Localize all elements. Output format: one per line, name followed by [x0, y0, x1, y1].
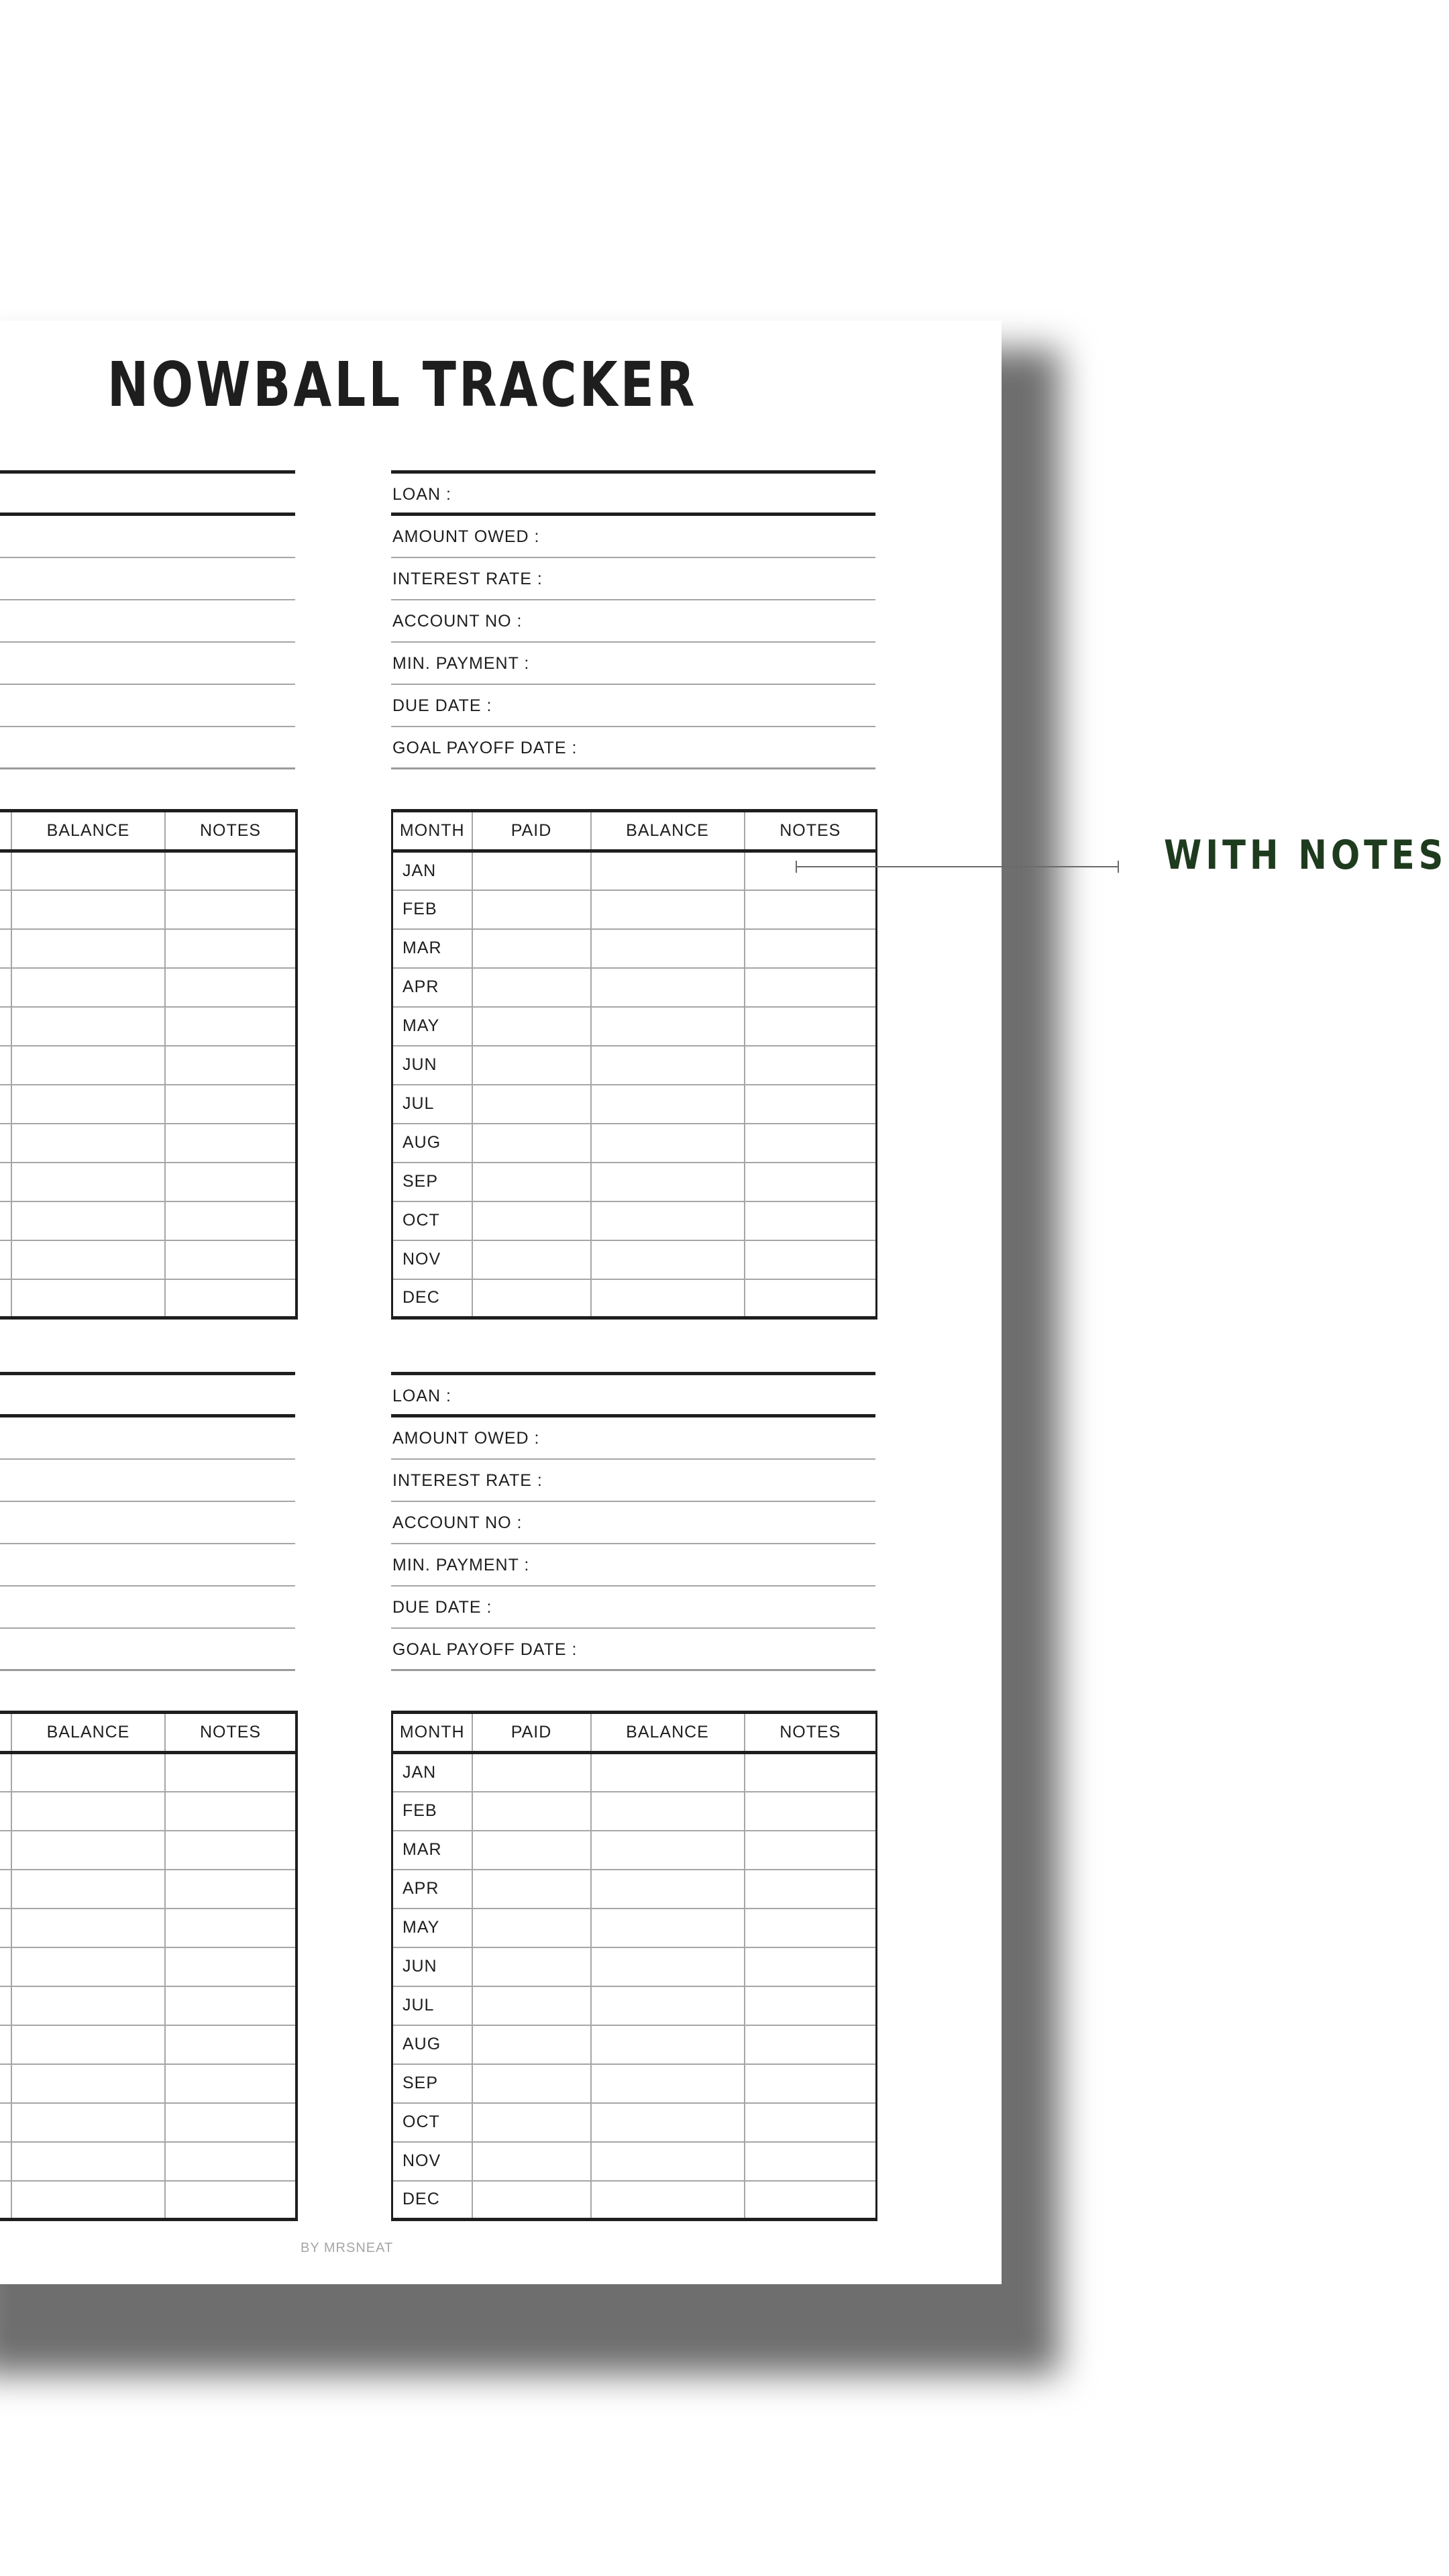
table-row	[0, 2064, 297, 2103]
balance-cell[interactable]	[11, 1240, 165, 1279]
table-row	[0, 851, 297, 890]
balance-cell[interactable]	[11, 1870, 165, 1909]
paid-cell[interactable]	[472, 1909, 591, 1947]
table-row	[392, 1046, 877, 1085]
month-cell: NOV	[392, 1240, 472, 1279]
notes-cell[interactable]	[745, 1085, 877, 1124]
paid-cell[interactable]	[472, 1753, 591, 1792]
col-notes-header: NOTES	[165, 811, 297, 851]
notes-cell[interactable]	[745, 1007, 877, 1046]
table-row	[392, 1201, 877, 1240]
month-cell: FEB	[392, 1792, 472, 1831]
month-cell: DEC	[392, 2181, 472, 2220]
notes-cell[interactable]	[745, 929, 877, 968]
notes-cell[interactable]	[165, 1240, 297, 1279]
balance-cell[interactable]	[11, 2064, 165, 2103]
table-row	[392, 1909, 877, 1947]
notes-cell[interactable]	[165, 1831, 297, 1870]
table-row	[0, 1201, 297, 1240]
col-balance-header: BALANCE	[11, 1713, 165, 1753]
table-row	[0, 1792, 297, 1831]
balance-cell[interactable]	[11, 968, 165, 1007]
paid-cell[interactable]	[0, 1753, 11, 1792]
paid-cell[interactable]	[0, 1831, 11, 1870]
notes-cell[interactable]	[745, 851, 877, 890]
notes-cell[interactable]	[745, 1753, 877, 1792]
table-row	[0, 1831, 297, 1870]
table-row	[0, 929, 297, 968]
notes-cell[interactable]	[745, 1870, 877, 1909]
notes-cell[interactable]	[745, 1201, 877, 1240]
balance-cell[interactable]	[591, 1831, 745, 1870]
info-line	[0, 1417, 295, 1460]
table-row	[0, 1947, 297, 1986]
table-row	[392, 1792, 877, 1831]
paid-cell[interactable]	[0, 929, 11, 968]
table-row	[0, 1753, 297, 1792]
table-row	[392, 1240, 877, 1279]
month-cell: FEB	[392, 890, 472, 929]
amount-owed-label: AMOUNT OWED :	[391, 516, 875, 558]
balance-cell[interactable]	[11, 2103, 165, 2142]
table-row	[392, 1986, 877, 2025]
col-paid-header: PAID	[472, 1713, 591, 1753]
goal-payoff-date-label: GOAL PAYOFF DATE :	[391, 1629, 875, 1671]
notes-cell[interactable]	[745, 1240, 877, 1279]
balance-cell[interactable]	[11, 1007, 165, 1046]
balance-cell[interactable]	[591, 890, 745, 929]
col-balance-header: BALANCE	[591, 1713, 745, 1753]
month-cell: NOV	[392, 2142, 472, 2181]
paid-cell[interactable]	[472, 1046, 591, 1085]
info-line	[0, 1544, 295, 1587]
month-cell: JAN	[392, 851, 472, 890]
balance-cell[interactable]	[591, 1947, 745, 1986]
loan-info-top-left	[0, 470, 295, 769]
balance-cell[interactable]	[11, 1201, 165, 1240]
month-cell: MAY	[392, 1007, 472, 1046]
balance-cell[interactable]	[591, 1201, 745, 1240]
notes-cell[interactable]	[165, 1201, 297, 1240]
table-row	[0, 1909, 297, 1947]
goal-payoff-date-label: GOAL PAYOFF DATE :	[391, 727, 875, 769]
payment-table-top-left	[0, 809, 298, 1320]
with-notes-callout: WITH NOTES	[1164, 832, 1448, 879]
info-line	[0, 727, 295, 769]
balance-cell[interactable]	[591, 1279, 745, 1318]
balance-cell[interactable]	[11, 1279, 165, 1318]
table-row	[392, 929, 877, 968]
balance-cell[interactable]	[11, 2142, 165, 2181]
notes-cell[interactable]	[165, 2103, 297, 2142]
notes-cell[interactable]	[745, 1124, 877, 1163]
info-line	[0, 685, 295, 727]
paid-cell[interactable]	[472, 2064, 591, 2103]
paid-cell[interactable]	[472, 1163, 591, 1201]
col-balance-header: BALANCE	[11, 811, 165, 851]
balance-cell[interactable]	[11, 1163, 165, 1201]
balance-cell[interactable]	[11, 2181, 165, 2220]
balance-cell[interactable]	[591, 2064, 745, 2103]
payment-table-top-right	[391, 809, 877, 1320]
table-row	[0, 1279, 297, 1318]
month-cell: SEP	[392, 1163, 472, 1201]
month-cell: SEP	[392, 2064, 472, 2103]
paid-cell[interactable]	[472, 1831, 591, 1870]
callout-line	[796, 866, 1118, 867]
paid-cell[interactable]	[0, 851, 11, 890]
balance-cell[interactable]	[11, 1831, 165, 1870]
col-month-header: MONTH	[392, 1713, 472, 1753]
info-line	[0, 1375, 295, 1417]
paid-cell[interactable]	[472, 1201, 591, 1240]
table-row	[392, 1831, 877, 1870]
balance-cell[interactable]	[591, 2025, 745, 2064]
notes-cell[interactable]	[165, 1986, 297, 2025]
paid-cell[interactable]	[0, 2142, 11, 2181]
balance-cell[interactable]	[591, 2103, 745, 2142]
notes-cell[interactable]	[745, 1986, 877, 2025]
col-notes-header: NOTES	[745, 1713, 877, 1753]
table-row	[0, 1046, 297, 1085]
balance-cell[interactable]	[591, 1124, 745, 1163]
notes-cell[interactable]	[745, 1046, 877, 1085]
paid-cell[interactable]	[0, 1279, 11, 1318]
table-row	[0, 1986, 297, 2025]
table-row	[0, 968, 297, 1007]
balance-cell[interactable]	[591, 1007, 745, 1046]
callout-tick-start	[796, 861, 797, 873]
paid-cell[interactable]	[0, 2064, 11, 2103]
page-title: NOWBALL TRACKER	[107, 349, 698, 421]
notes-cell[interactable]	[165, 2064, 297, 2103]
notes-cell[interactable]	[165, 2142, 297, 2181]
notes-cell[interactable]	[165, 929, 297, 968]
paid-cell[interactable]	[0, 1007, 11, 1046]
notes-cell[interactable]	[165, 1085, 297, 1124]
account-no-label: ACCOUNT NO :	[391, 1502, 875, 1544]
paid-cell[interactable]	[0, 2103, 11, 2142]
col-paid-cut	[0, 1713, 11, 1753]
notes-cell[interactable]	[745, 1947, 877, 1986]
due-date-label: DUE DATE :	[391, 685, 875, 727]
col-month-header: MONTH	[392, 811, 472, 851]
col-paid-header: PAID	[472, 811, 591, 851]
paid-cell[interactable]	[472, 1986, 591, 2025]
notes-cell[interactable]	[165, 1279, 297, 1318]
info-line	[0, 1587, 295, 1629]
month-cell: JUN	[392, 1947, 472, 1986]
balance-cell[interactable]	[591, 1240, 745, 1279]
info-line	[0, 600, 295, 643]
loan-info-bottom-right	[391, 1372, 875, 1671]
paid-cell[interactable]	[0, 1085, 11, 1124]
notes-cell[interactable]	[165, 1947, 297, 1986]
info-line	[0, 1460, 295, 1502]
planner-page	[0, 321, 1002, 2284]
table-row	[392, 1870, 877, 1909]
notes-cell[interactable]	[745, 968, 877, 1007]
paid-cell[interactable]	[472, 1085, 591, 1124]
notes-cell[interactable]	[165, 2181, 297, 2220]
paid-cell[interactable]	[472, 2181, 591, 2220]
balance-cell[interactable]	[11, 1792, 165, 1831]
paid-cell[interactable]	[0, 1909, 11, 1947]
table-row	[392, 1085, 877, 1124]
payment-table-bottom-right	[391, 1711, 877, 2221]
month-cell: JUL	[392, 1986, 472, 2025]
month-cell: OCT	[392, 2103, 472, 2142]
paid-cell[interactable]	[0, 1986, 11, 2025]
month-cell: MAR	[392, 929, 472, 968]
month-cell: MAY	[392, 1909, 472, 1947]
month-cell: JUL	[392, 1085, 472, 1124]
paid-cell[interactable]	[472, 1124, 591, 1163]
month-cell: OCT	[392, 1201, 472, 1240]
paid-cell[interactable]	[0, 1947, 11, 1986]
table-row	[0, 1870, 297, 1909]
month-cell: AUG	[392, 2025, 472, 2064]
table-row	[0, 1007, 297, 1046]
col-notes-header: NOTES	[165, 1713, 297, 1753]
col-paid-cut	[0, 811, 11, 851]
notes-cell[interactable]	[745, 1831, 877, 1870]
paid-cell[interactable]	[472, 1279, 591, 1318]
balance-cell[interactable]	[11, 1753, 165, 1792]
notes-cell[interactable]	[165, 1046, 297, 1085]
footer-credit: BY MRSNEAT	[301, 2241, 394, 2255]
paid-cell[interactable]	[472, 890, 591, 929]
payment-table-bottom-left	[0, 1711, 298, 2221]
notes-cell[interactable]	[165, 968, 297, 1007]
table-row	[392, 2025, 877, 2064]
amount-owed-label: AMOUNT OWED :	[391, 1417, 875, 1460]
paid-cell[interactable]	[0, 968, 11, 1007]
table-row	[0, 2142, 297, 2181]
balance-cell[interactable]	[591, 1753, 745, 1792]
paid-cell[interactable]	[0, 1201, 11, 1240]
table-row	[392, 851, 877, 890]
callout-tick-end	[1118, 861, 1119, 873]
table-row	[392, 2064, 877, 2103]
loan-info-bottom-left	[0, 1372, 295, 1671]
balance-cell[interactable]	[11, 929, 165, 968]
balance-cell[interactable]	[11, 1986, 165, 2025]
table-row	[392, 1279, 877, 1318]
table-row	[0, 1240, 297, 1279]
table-row	[392, 1947, 877, 1986]
notes-cell[interactable]	[745, 2025, 877, 2064]
table-row	[392, 2142, 877, 2181]
notes-cell[interactable]	[165, 1163, 297, 1201]
balance-cell[interactable]	[591, 1085, 745, 1124]
notes-cell[interactable]	[165, 1124, 297, 1163]
table-row	[392, 1753, 877, 1792]
min-payment-label: MIN. PAYMENT :	[391, 643, 875, 685]
info-line	[0, 1502, 295, 1544]
notes-cell[interactable]	[165, 2025, 297, 2064]
paid-cell[interactable]	[0, 2181, 11, 2220]
balance-cell[interactable]	[11, 1124, 165, 1163]
table-row	[392, 2103, 877, 2142]
paid-cell[interactable]	[472, 1792, 591, 1831]
balance-cell[interactable]	[11, 1085, 165, 1124]
interest-rate-label: INTEREST RATE :	[391, 558, 875, 600]
balance-cell[interactable]	[591, 1986, 745, 2025]
col-balance-header: BALANCE	[591, 811, 745, 851]
balance-cell[interactable]	[591, 2181, 745, 2220]
interest-rate-label: INTEREST RATE :	[391, 1460, 875, 1502]
table-row	[392, 1007, 877, 1046]
notes-cell[interactable]	[745, 2142, 877, 2181]
paid-cell[interactable]	[0, 1046, 11, 1085]
paid-cell[interactable]	[472, 1870, 591, 1909]
month-cell: DEC	[392, 1279, 472, 1318]
notes-cell[interactable]	[165, 1909, 297, 1947]
account-no-label: ACCOUNT NO :	[391, 600, 875, 643]
notes-cell[interactable]	[745, 2103, 877, 2142]
info-line	[0, 643, 295, 685]
notes-cell[interactable]	[745, 2064, 877, 2103]
notes-cell[interactable]	[165, 1870, 297, 1909]
info-line	[0, 558, 295, 600]
balance-cell[interactable]	[591, 2142, 745, 2181]
month-cell: MAR	[392, 1831, 472, 1870]
balance-cell[interactable]	[11, 2025, 165, 2064]
balance-cell[interactable]	[11, 1947, 165, 1986]
loan-info-top-right	[391, 470, 875, 769]
balance-cell[interactable]	[591, 1870, 745, 1909]
paid-cell[interactable]	[0, 1240, 11, 1279]
balance-cell[interactable]	[591, 929, 745, 968]
table-row	[0, 1163, 297, 1201]
paid-cell[interactable]	[472, 2142, 591, 2181]
notes-cell[interactable]	[745, 2181, 877, 2220]
month-cell: AUG	[392, 1124, 472, 1163]
paid-cell[interactable]	[472, 2025, 591, 2064]
balance-cell[interactable]	[11, 890, 165, 929]
month-cell: APR	[392, 968, 472, 1007]
notes-cell[interactable]	[165, 1753, 297, 1792]
paid-cell[interactable]	[0, 2025, 11, 2064]
notes-cell[interactable]	[165, 1792, 297, 1831]
balance-cell[interactable]	[11, 1046, 165, 1085]
table-row	[0, 1124, 297, 1163]
due-date-label: DUE DATE :	[391, 1587, 875, 1629]
col-notes-header: NOTES	[745, 811, 877, 851]
notes-cell[interactable]	[165, 1007, 297, 1046]
month-cell: JUN	[392, 1046, 472, 1085]
month-cell: APR	[392, 1870, 472, 1909]
table-row	[0, 1085, 297, 1124]
balance-cell[interactable]	[591, 1909, 745, 1947]
paid-cell[interactable]	[472, 929, 591, 968]
paid-cell[interactable]	[472, 968, 591, 1007]
paid-cell[interactable]	[472, 1240, 591, 1279]
info-line	[0, 516, 295, 558]
loan-label: LOAN :	[391, 1375, 875, 1417]
balance-cell[interactable]	[591, 968, 745, 1007]
table-row	[0, 2103, 297, 2142]
balance-cell[interactable]	[591, 1163, 745, 1201]
balance-cell[interactable]	[11, 851, 165, 890]
paid-cell[interactable]	[0, 1870, 11, 1909]
paid-cell[interactable]	[0, 1124, 11, 1163]
balance-cell[interactable]	[591, 1046, 745, 1085]
min-payment-label: MIN. PAYMENT :	[391, 1544, 875, 1587]
balance-cell[interactable]	[591, 1792, 745, 1831]
notes-cell[interactable]	[745, 1163, 877, 1201]
notes-cell[interactable]	[745, 1792, 877, 1831]
loan-label: LOAN :	[391, 474, 875, 516]
month-cell: JAN	[392, 1753, 472, 1792]
info-line	[0, 474, 295, 516]
table-row	[392, 1163, 877, 1201]
balance-cell[interactable]	[591, 851, 745, 890]
paid-cell[interactable]	[472, 2103, 591, 2142]
table-row	[0, 890, 297, 929]
table-row	[392, 968, 877, 1007]
paid-cell[interactable]	[0, 890, 11, 929]
paid-cell[interactable]	[472, 1947, 591, 1986]
paid-cell[interactable]	[0, 1163, 11, 1201]
info-line	[0, 1629, 295, 1671]
paid-cell[interactable]	[0, 1792, 11, 1831]
notes-cell[interactable]	[165, 890, 297, 929]
paid-cell[interactable]	[472, 1007, 591, 1046]
table-row	[392, 2181, 877, 2220]
table-row	[392, 890, 877, 929]
notes-cell[interactable]	[745, 1279, 877, 1318]
notes-cell[interactable]	[745, 1909, 877, 1947]
paid-cell[interactable]	[472, 851, 591, 890]
notes-cell[interactable]	[165, 851, 297, 890]
balance-cell[interactable]	[11, 1909, 165, 1947]
table-row	[392, 1124, 877, 1163]
notes-cell[interactable]	[745, 890, 877, 929]
table-row	[0, 2181, 297, 2220]
table-row	[0, 2025, 297, 2064]
